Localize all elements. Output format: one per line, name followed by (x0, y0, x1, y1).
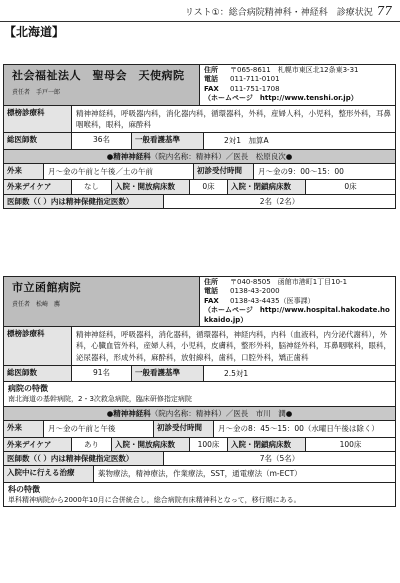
departments-label: 標榜診療科 (4, 327, 72, 365)
hospital-name: 市立函館病院 (12, 281, 81, 294)
nursing-standard-label: 一般看護基準 (132, 366, 204, 381)
open-beds-value: 0床 (190, 180, 228, 193)
doctors-row (4, 133, 395, 149)
psych-head: （院内名称：精神科）／医長 市川 潤 (150, 408, 286, 418)
fax-value: 0138-43-4435（医事課） (230, 296, 315, 305)
psychiatry-banner (4, 150, 395, 164)
homepage-label: （ホームページ (204, 306, 253, 315)
page-number: 77 (376, 4, 392, 18)
running-head-title: リスト①：総合病院精神科・神経科 診療状況 (184, 8, 373, 18)
doctors-row (4, 366, 395, 382)
outpatient-row (4, 164, 395, 180)
treatment-value: 薬物療法，精神療法，作業療法，SST，通電療法（m-ECT） (98, 469, 302, 479)
hospital-name: 社会福祉法人 聖母会 天使病院 (12, 69, 185, 82)
outpatient-label: 外来 (4, 164, 44, 179)
nursing-standard-label: 一般看護基準 (132, 133, 204, 148)
nursing-standard-value: 2対1 加算A (224, 136, 269, 146)
closed-beds-label: 入院・閉鎖病床数 (228, 438, 306, 451)
psych-doctors-label: 医師数（（ ）内は精神保健指定医数） (4, 452, 164, 465)
total-doctors-label: 総医師数 (4, 366, 72, 381)
outpatient-value: 月～金の午前と午後／土の午前 (44, 164, 194, 179)
departments-label: 標榜診療科 (4, 106, 72, 133)
departments-value: 精神神経科，呼吸器内科，消化器内科，循環器科，外科，産婦人科，小児科，整形外科，耳鼻咽喉科，眼科，麻酔科 (76, 108, 391, 129)
fax-value: 011-751-1708 (230, 84, 280, 93)
open-beds-label: 入院・開放病床数 (112, 180, 190, 193)
contact-info (199, 65, 395, 105)
homepage-link[interactable]: http://www.hospital.hakodate.hokkaido.jp） (204, 306, 390, 324)
daycare-value: あり (72, 438, 112, 451)
closed-beds-value: 100床 (339, 439, 362, 449)
addr-label: 住所 (204, 66, 218, 74)
contact-info (199, 277, 395, 326)
total-doctors-value: 36名 (72, 133, 132, 148)
psych-doctors-value: 2名（2名） (259, 196, 300, 206)
tel-value: 0138-43-2000 (230, 287, 280, 296)
departments-value: 精神神経科，呼吸器科，消化器科，循環器科，神経内科，内科（血液科，内分泌代謝科），外科，心臓血管外科，産婦人科，小児科，皮膚科，整形外科，脳神経外科，耳鼻咽喉科，眼科，泌尿器科，形成外科，麻酔科，放射線科，歯科，口腔外科，矯正歯科 (76, 330, 391, 362)
hospital-card-1 (3, 64, 396, 209)
tel-value: 011-711-0101 (230, 75, 280, 84)
psych-doctors-value: 7名（5名） (259, 453, 300, 463)
rep-label: 責任者 (12, 300, 31, 308)
open-beds-label: 入院・開放病床数 (112, 438, 190, 451)
hospital-name-box (4, 277, 199, 326)
hospital-features-value: 南北海道の基幹病院，2・3次救急病院，臨床研修指定病院 (8, 395, 192, 404)
first-visit-label: 初診受付時間 (194, 164, 254, 179)
homepage-label: （ホームページ (204, 94, 253, 103)
total-doctors-label: 総医師数 (4, 133, 72, 148)
section-features (4, 483, 395, 507)
header-rule (0, 21, 400, 22)
hospital-card-2 (3, 276, 396, 507)
representative (12, 89, 195, 97)
treatment-row (4, 466, 395, 482)
outpatient-value: 月～金の午前と午後 (44, 421, 154, 436)
homepage-link[interactable]: http://www.tenshi.or.jp） (259, 94, 358, 103)
first-visit-value: 月～金の8：45～15：00（水曜日午後は除く） (218, 424, 379, 434)
psych-prefix: ●精神神経科 (106, 408, 151, 418)
closed-beds-label: 入院・閉鎖病床数 (228, 180, 306, 193)
addr-label: 住所 (204, 278, 218, 286)
hospital-header (4, 277, 395, 327)
region-heading: 【北海道】 (4, 25, 65, 39)
daycare-row (4, 438, 395, 452)
hospital-features-label: 病院の特徴 (8, 384, 48, 394)
rep-name: 手戸一郎 (36, 88, 61, 96)
hospital-header (4, 65, 395, 106)
open-beds-value: 100床 (190, 438, 228, 451)
psychiatry-banner (4, 407, 395, 421)
daycare-label: 外来デイケア (4, 180, 72, 193)
hospital-name-box (4, 65, 199, 105)
daycare-row (4, 180, 395, 194)
rep-name: 松崎 薦 (36, 300, 61, 308)
tel-label: 電話 (204, 75, 218, 84)
outpatient-row (4, 421, 395, 437)
fax-label: FAX (204, 84, 219, 93)
addr-value: 〒065-8611 札幌市東区北12条東3-31 (230, 66, 359, 74)
rep-label: 責任者 (12, 88, 31, 96)
section-features-value: 単科精神病院から2000年10月に合併統合し，総合病院有床精神科となって，移行期にある。 (8, 495, 301, 504)
first-visit-value: 月～金の9：00～15：00 (258, 166, 344, 176)
psych-suffix: ● (285, 408, 293, 418)
outpatient-label: 外来 (4, 421, 44, 436)
psych-doctors-row (4, 195, 395, 208)
daycare-value: なし (72, 180, 112, 193)
nursing-standard-value: 2.5対1 (224, 368, 249, 378)
daycare-label: 外来デイケア (4, 438, 72, 451)
psych-suffix: ● (285, 151, 293, 161)
first-visit-label: 初診受付時間 (154, 421, 214, 436)
tel-label: 電話 (204, 287, 218, 296)
hospital-features (4, 382, 395, 407)
running-head (185, 4, 392, 19)
total-doctors-value: 91名 (72, 366, 132, 381)
psych-doctors-label: 医師数（（ ）内は精神保健指定医数） (4, 195, 164, 208)
departments-row (4, 106, 395, 134)
departments-row (4, 327, 395, 366)
psych-prefix: ●精神神経科 (106, 151, 151, 161)
treatment-label: 入院中に行える治療 (4, 466, 94, 481)
psych-doctors-row (4, 452, 395, 466)
fax-label: FAX (204, 296, 219, 305)
representative (12, 301, 195, 309)
psych-head: （院内名称：精神科）／医長 松原良次 (150, 151, 286, 161)
closed-beds-value: 0床 (344, 182, 357, 192)
section-features-label: 科の特徴 (8, 484, 40, 494)
addr-value: 〒040-8505 函館市港町1丁目10-1 (230, 278, 348, 286)
